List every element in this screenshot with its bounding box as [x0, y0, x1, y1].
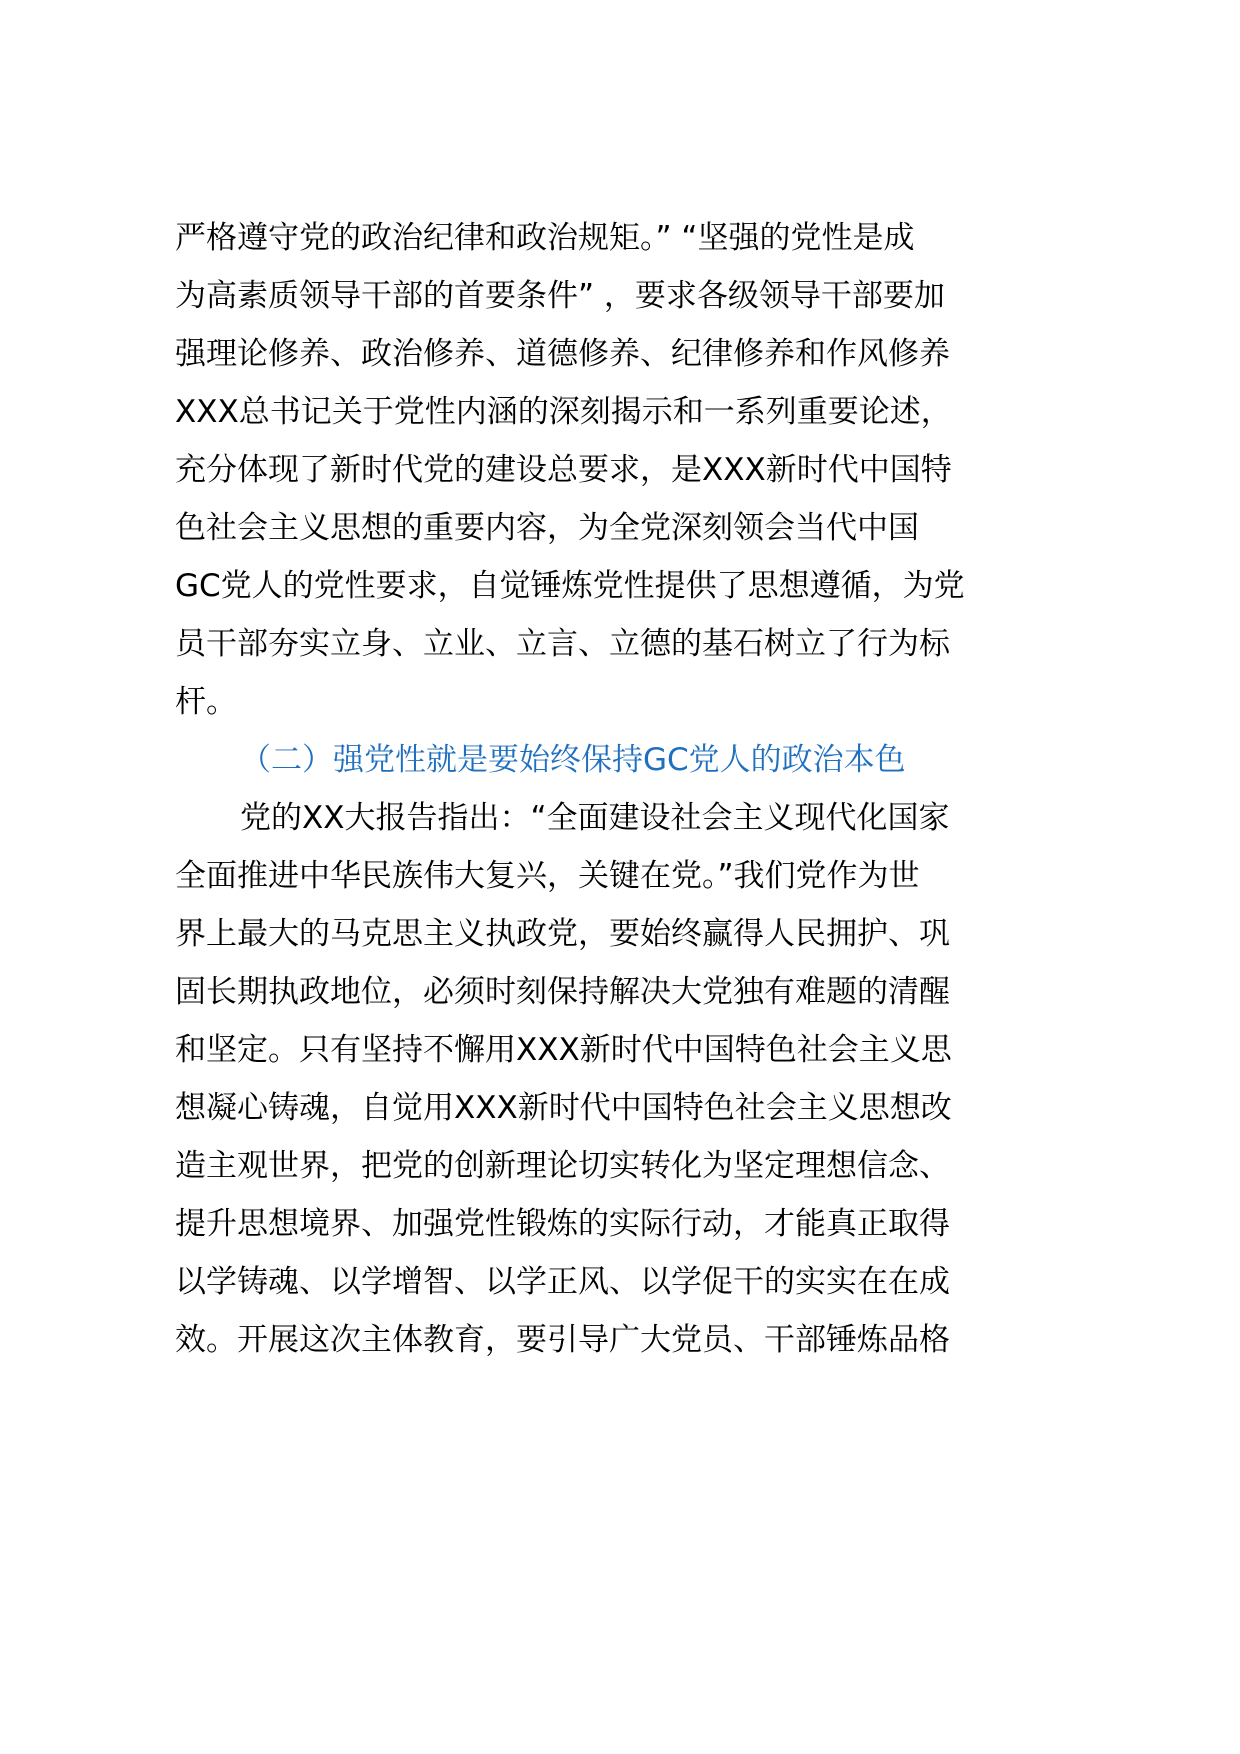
paragraph-line: 党的XX大报告指出：“全面建设社会主义现代化国家 — [240, 800, 950, 836]
paragraph-line: 充分体现了新时代党的建设总要求，是XXX新时代中国特 — [175, 452, 952, 488]
paragraph-line: GC党人的党性要求，自觉锤炼党性提供了思想遵循，为党 — [175, 568, 965, 604]
paragraph-line: 以学铸魂、以学增智、以学正风、以学促干的实实在在成 — [175, 1264, 950, 1300]
paragraph-line: 固长期执政地位，必须时刻保持解决大党独有难题的清醒 — [175, 974, 950, 1010]
paragraph-line: 提升思想境界、加强党性锻炼的实际行动，才能真正取得 — [175, 1206, 950, 1242]
section-heading: （二）强党性就是要始终保持GC党人的政治本色 — [240, 742, 906, 778]
paragraph-line: XXX总书记关于党性内涵的深刻揭示和一系列重要论述， — [175, 394, 952, 430]
paragraph-line: 效。开展这次主体教育，要引导广大党员、干部锤炼品格 — [175, 1322, 950, 1358]
paragraph-line: 界上最大的马克思主义执政党，要始终赢得人民拥护、巩 — [175, 916, 950, 952]
paragraph-line: 强理论修养、政治修养、道德修养、纪律修养和作风修养 — [175, 336, 950, 372]
paragraph-line: 和坚定。只有坚持不懈用XXX新时代中国特色社会主义思 — [175, 1032, 952, 1068]
paragraph-line: 杆。 — [175, 684, 237, 720]
paragraph-line: 造主观世界，把党的创新理论切实转化为坚定理想信念、 — [175, 1148, 950, 1184]
paragraph-line: 严格遵守党的政治纪律和政治规矩。” “坚强的党性是成 — [175, 220, 915, 256]
paragraph-line: 员干部夯实立身、立业、立言、立德的基石树立了行为标 — [175, 626, 950, 662]
paragraph-line: 全面推进中华民族伟大复兴，关键在党。”我们党作为世 — [175, 858, 920, 894]
paragraph-line: 为高素质领导干部的首要条件” ，要求各级领导干部要加 — [175, 278, 945, 314]
paragraph-line: 色社会主义思想的重要内容，为全党深刻领会当代中国 — [175, 510, 919, 546]
paragraph-line: 想凝心铸魂，自觉用XXX新时代中国特色社会主义思想改 — [175, 1090, 952, 1126]
